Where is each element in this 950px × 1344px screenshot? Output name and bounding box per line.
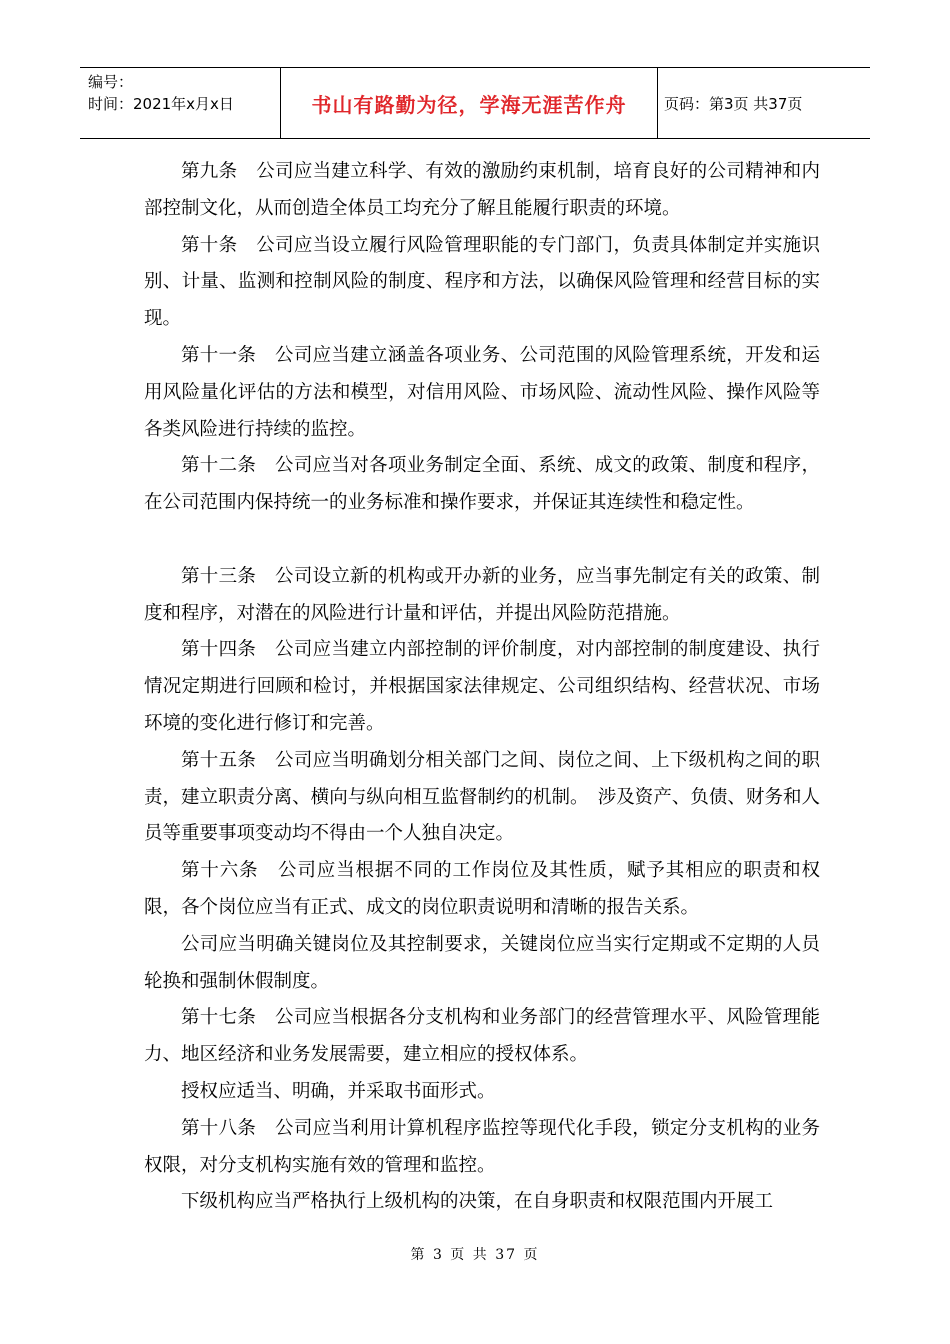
article-14: 第十四条 公司应当建立内部控制的评价制度，对内部控制的制度建设、执行情况定期进行回顾和检讨，并根据国家法律规定、公司组织结构、经营状况、市场环境的变化进行修订和完善。 [144,639,820,734]
document-time-label: 时间：2021年x月x日 [88,95,234,113]
article-17-supplement: 授权应适当、明确，并采取书面形式。 [181,1080,496,1102]
document-body [144,154,820,1221]
page-header [80,67,870,139]
article-9: 第九条 公司应当建立科学、有效的激励约束机制，培育良好的公司精神和内部控制文化，从而创造全体员工均充分了解且能履行职责的环境。 [144,161,820,219]
header-page-info: 页码：第3页 共37页 [664,94,803,113]
article-18-supplement: 下级机构应当严格执行上级机构的决策，在自身职责和权限范围内开展工 [181,1191,774,1213]
article-10: 第十条 公司应当设立履行风险管理职能的专门部门，负责具体制定并实施识别、计量、监测和控制风险的制度、程序和方法，以确保风险管理和经营目标的实现。 [144,234,820,330]
article-15: 第十五条 公司应当明确划分相关部门之间、岗位之间、上下级机构之间的职责，建立职责分离、横向与纵向相互监督制约的机制。 涉及资产、负债、财务和人员等重要事项变动均不得由一个人独自决定。 [144,749,820,845]
header-meta [88,71,278,115]
article-16-supplement: 公司应当明确关键岗位及其控制要求，关键岗位应当实行定期或不定期的人员轮换和强制休假制度。 [144,933,820,992]
article-16: 第十六条 公司应当根据不同的工作岗位及其性质，赋予其相应的职责和权限，各个岗位应当有正式、成文的岗位职责说明和清晰的报告关系。 [144,860,820,918]
header-motto-cell [280,68,658,138]
document-number-label: 编号： [88,73,134,91]
article-12: 第十二条 公司应当对各项业务制定全面、系统、成文的政策、制度和程序，在公司范围内保持统一的业务标准和操作要求，并保证其连续性和稳定性。 [144,455,820,514]
article-17: 第十七条 公司应当根据各分支机构和业务部门的经营管理水平、风险管理能力、地区经济和业务发展需要，建立相应的授权体系。 [144,1007,820,1066]
page-footer: 第 3 页 共 37 页 [410,1247,540,1263]
article-18: 第十八条 公司应当利用计算机程序监控等现代化手段，锁定分支机构的业务权限，对分支机构实施有效的管理和监控。 [144,1117,820,1176]
header-motto: 书山有路勤为径，学海无涯苦作舟 [311,92,627,117]
article-13: 第十三条 公司设立新的机构或开办新的业务，应当事先制定有关的政策、制度和程序，对潜在的风险进行计量和评估，并提出风险防范措施。 [144,565,820,624]
article-11: 第十一条 公司应当建立涵盖各项业务、公司范围的风险管理系统，开发和运用风险量化评估的方法和模型，对信用风险、市场风险、流动性风险、操作风险等各类风险进行持续的监控。 [144,344,820,440]
